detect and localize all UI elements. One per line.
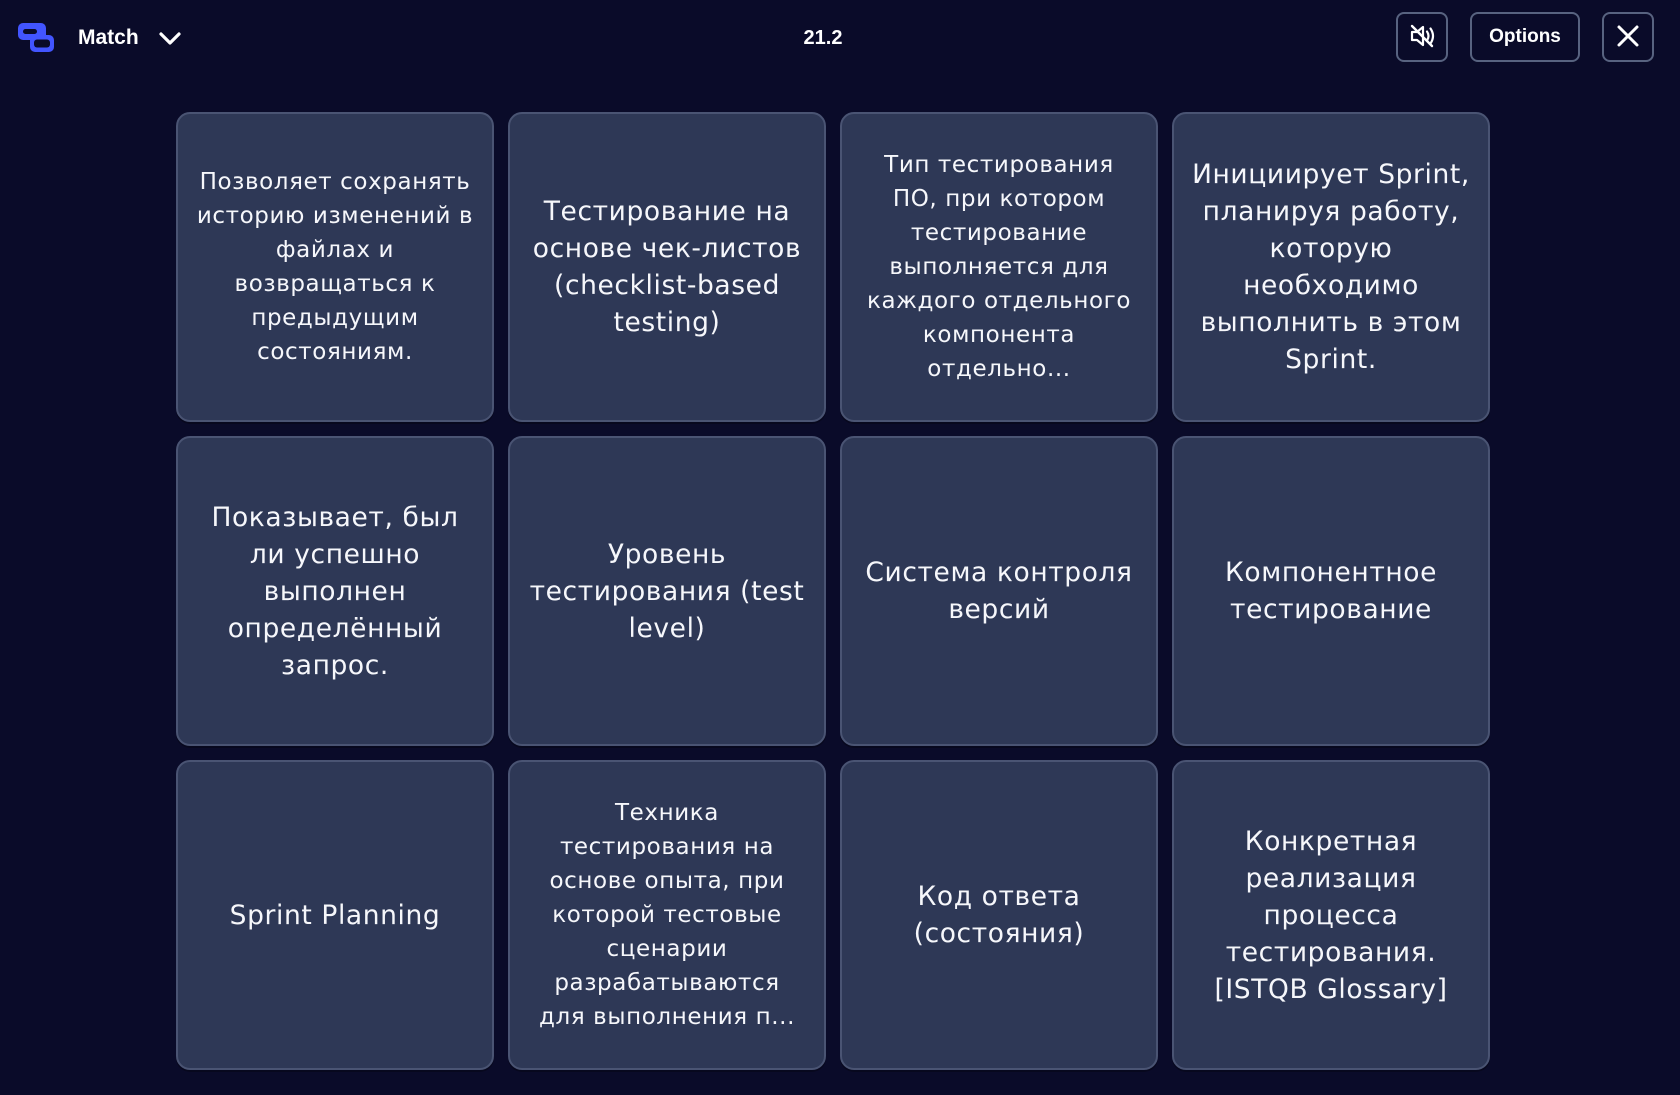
match-tile-grid: [176, 112, 1490, 1070]
match-tile-text: Показывает, был ли успешно выполнен определённый запрос.: [211, 501, 459, 681]
options-button[interactable]: Options: [1470, 12, 1580, 62]
match-tile-text: Инициирует Sprint, планируя работу, которую необходимо выполнить в этом Sprint.: [1192, 159, 1470, 375]
match-tile[interactable]: [840, 112, 1158, 422]
match-tile[interactable]: [508, 112, 826, 422]
match-tile[interactable]: [176, 112, 494, 422]
match-tile-text: Конкретная реализация процесса тестирования. [ISTQB Glossary]: [1214, 825, 1448, 1005]
game-timer: 21.2: [803, 27, 843, 49]
close-button[interactable]: [1602, 12, 1654, 62]
match-tile[interactable]: [1172, 760, 1490, 1070]
mute-sound-button[interactable]: [1396, 12, 1448, 62]
match-tile[interactable]: [176, 436, 494, 746]
match-tile-text: Техника тестирования на основе опыта, при которой тестовые сценарии разрабатываются для выполнения п...: [539, 800, 795, 1030]
match-tile-text: Sprint Planning: [229, 899, 441, 931]
match-tile-text: Уровень тестирования (test level): [529, 538, 805, 644]
match-tile[interactable]: [840, 760, 1158, 1070]
close-icon: [1615, 23, 1641, 52]
sound-muted-icon: [1407, 21, 1437, 54]
match-tile[interactable]: [840, 436, 1158, 746]
study-mode-title[interactable]: Match: [78, 26, 139, 49]
match-tile-text: Система контроля версий: [865, 557, 1133, 625]
match-tile-text: Тип тестирования ПО, при котором тестирование выполняется для каждого отдельного компонента отдельно...: [867, 152, 1131, 382]
match-tile[interactable]: [508, 760, 826, 1070]
match-tile-text: Тестирование на основе чек-листов (checklist-based testing): [532, 196, 802, 338]
match-tile[interactable]: [1172, 112, 1490, 422]
match-tile-text: Позволяет сохранять историю изменений в файлах и возвращаться к предыдущим состояниям.: [196, 169, 474, 365]
top-bar: [0, 0, 1680, 80]
app-logo-icon[interactable]: [17, 22, 55, 54]
match-tile-text: Компонентное тестирование: [1225, 557, 1437, 625]
chevron-down-icon[interactable]: [156, 26, 184, 50]
match-tile[interactable]: [1172, 436, 1490, 746]
match-tile-text: Код ответа (состояния): [913, 881, 1085, 949]
match-tile[interactable]: [508, 436, 826, 746]
match-tile[interactable]: [176, 760, 494, 1070]
